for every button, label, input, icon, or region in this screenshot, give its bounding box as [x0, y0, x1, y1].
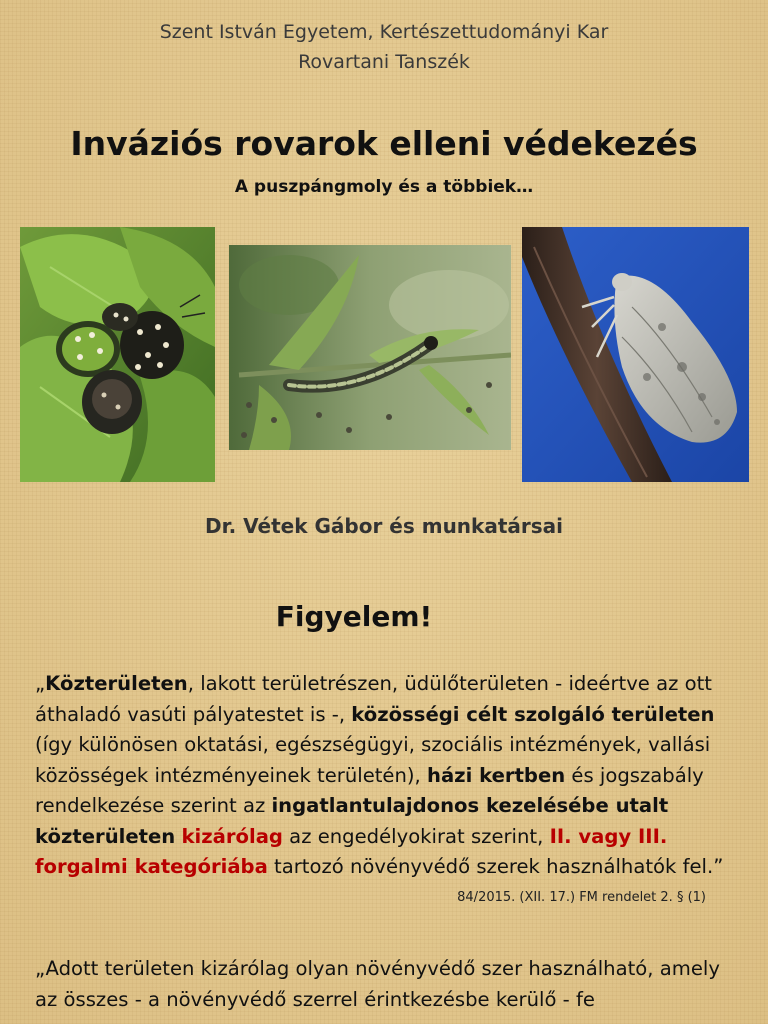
quote-bold-kozossegi: közösségi célt szolgáló területen — [351, 702, 715, 726]
quote-bold-hazi-kert: házi kertben — [427, 763, 566, 787]
legal-quote-paragraph — [35, 669, 747, 883]
university-name: Szent István Egyetem, Kertészettudományi Kar — [159, 21, 609, 43]
quote-text-1: , lakott területrészen, üdülőterületen - ideértve az ott áthaladó vasúti pályatestet is -, — [35, 672, 712, 726]
page-title: Inváziós rovarok elleni védekezés — [70, 124, 698, 163]
quote-bold-ingatlan: ingatlantulajdonos kezelésébe utalt közterületen — [35, 794, 669, 848]
author-line: Dr. Vétek Gábor és munkatársai — [204, 514, 564, 538]
quote-red-kizarolag: kizárólag — [181, 824, 283, 848]
department-name: Rovartani Tanszék — [298, 51, 470, 73]
page-subtitle: A puszpángmoly és a többiek… — [234, 177, 534, 197]
photo-box-tree-moth-caterpillar — [229, 245, 511, 450]
legal-reference: 84/2015. (XII. 17.) FM rendelet 2. § (1) — [457, 890, 706, 905]
quote-text-3: és jogszabály rendelkezése szerint az — [35, 763, 704, 817]
section-heading: Figyelem! — [275, 600, 433, 633]
quote-red-kategoria: II. vagy III. forgalmi kategóriába — [35, 824, 668, 878]
quote-text-4: az engedélyokirat szerint, — [282, 824, 550, 848]
photo-planthopper-on-twig — [522, 227, 749, 482]
second-quote-paragraph: „Adott területen kizárólag olyan növényvédő szer használható, amely az összes - a növényvédő szerrel érintkezésbe kerülő - fe — [35, 957, 720, 1011]
quote-text-5: tartozó növényvédő szerek használhatók fel.” — [267, 855, 724, 878]
quote-text-2: (így különösen oktatási, egészségügyi, szociális intézmények, vallási közösségek intézményeinek területén), — [35, 733, 711, 787]
quote-open: „ — [35, 672, 46, 695]
quote-bold-kozterulet: Közterületen — [45, 672, 188, 695]
photo-shield-bug-nymphs — [20, 227, 215, 482]
